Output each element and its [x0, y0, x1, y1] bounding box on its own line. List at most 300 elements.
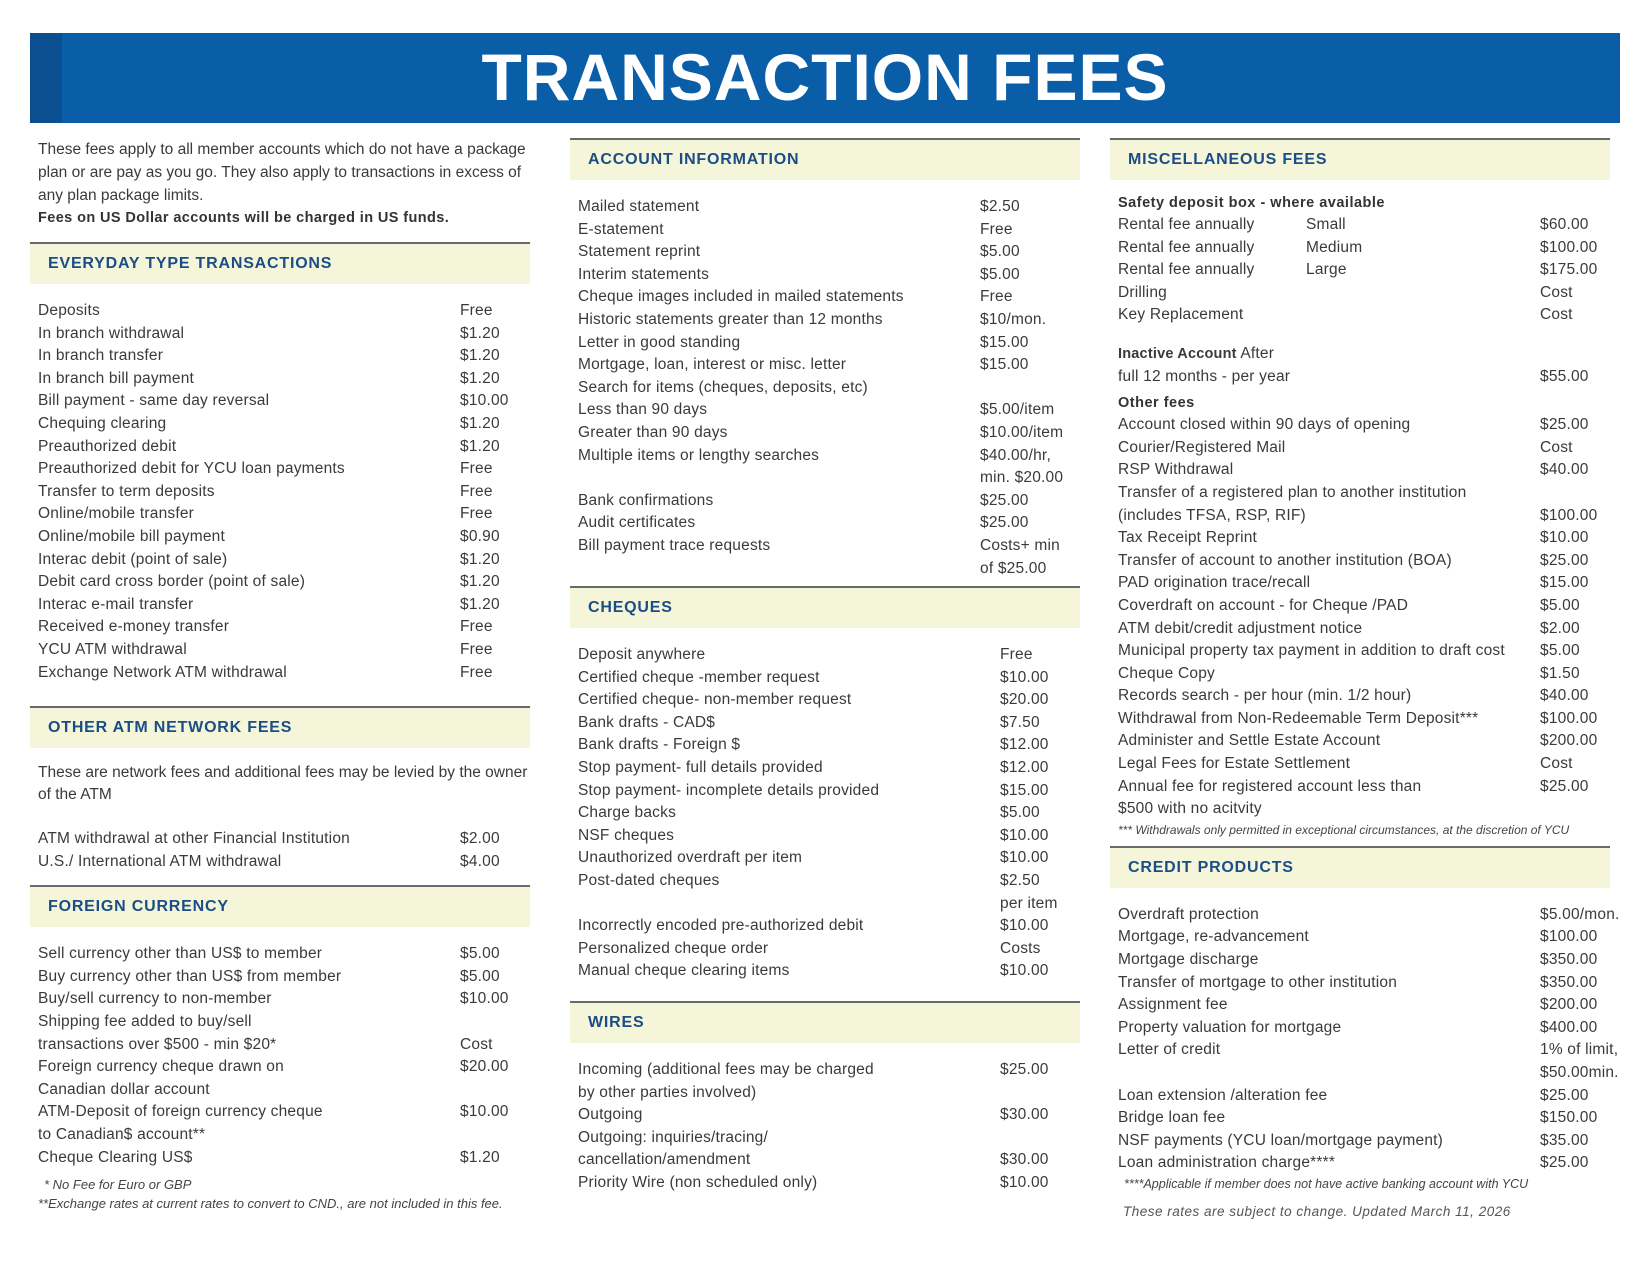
fee-value: $100.00	[1540, 709, 1598, 727]
fee-row	[1110, 482, 1620, 505]
fee-row	[570, 1104, 1090, 1127]
fee-label: Online/mobile transfer	[38, 505, 195, 523]
fee-row	[570, 1149, 1090, 1172]
intro-text: These fees apply to all member accounts which do not have a package plan or are pay as you go. They also apply to transactions in excess of any plan package limits.	[38, 141, 526, 204]
section-heading-foreign: FOREIGN CURRENCY	[30, 885, 530, 927]
wires-list	[570, 1043, 1090, 1195]
fee-row	[570, 1059, 1090, 1082]
fee-row	[1110, 1039, 1620, 1062]
fee-row	[570, 490, 1090, 513]
fee-row	[570, 422, 1090, 445]
fee-row	[1110, 595, 1620, 618]
fee-value: $12.00	[1000, 759, 1049, 777]
fee-row	[30, 662, 540, 685]
fee-row	[570, 847, 1090, 870]
fee-value: Free	[980, 220, 1013, 238]
fee-row	[30, 1101, 540, 1124]
fee-label: Sell currency other than US$ to member	[38, 945, 323, 963]
fee-value: $100.00	[1540, 928, 1598, 946]
fee-row	[1110, 730, 1620, 753]
fee-label: Account closed within 90 days of opening	[1118, 416, 1411, 434]
fee-label: YCU ATM withdrawal	[38, 640, 187, 658]
fee-label: Exchange Network ATM withdrawal	[38, 663, 287, 681]
fee-label: Shipping fee added to buy/sell	[38, 1013, 252, 1031]
fee-row	[1110, 708, 1620, 731]
fee-row	[570, 332, 1090, 355]
fee-value: $30.00	[1000, 1106, 1049, 1124]
fee-row	[570, 399, 1090, 422]
fee-row	[1110, 798, 1620, 821]
fee-label: Certified cheque- non-member request	[578, 691, 852, 709]
fee-row	[30, 345, 540, 368]
fee-label: Debit card cross border (point of sale)	[38, 573, 306, 591]
fee-row	[570, 915, 1090, 938]
other-fees-title: Other fees	[1118, 395, 1195, 412]
fee-label: Transfer of account to another institution (BOA)	[1118, 551, 1452, 569]
fee-row	[30, 390, 540, 413]
fee-value: $1.20	[460, 550, 500, 568]
fee-label: Administer and Settle Estate Account	[1118, 732, 1381, 750]
fee-label: ATM withdrawal at other Financial Institution	[38, 830, 350, 848]
fee-label: transactions over $500 - min $20*	[38, 1035, 277, 1053]
fee-row	[1110, 1130, 1620, 1153]
fee-value: Cost	[1540, 755, 1573, 773]
fee-label: Interim statements	[578, 265, 710, 283]
fee-value: Free	[460, 663, 493, 681]
fee-value: $10.00	[1000, 849, 1049, 867]
fee-value: $5.00	[460, 945, 500, 963]
fee-value: Free	[460, 460, 493, 478]
fee-label: Foreign currency cheque drawn on	[38, 1058, 284, 1076]
inactive-account-rest: After	[1236, 344, 1275, 362]
fee-value: $400.00	[1540, 1018, 1598, 1036]
fee-value: $5.00	[1540, 642, 1580, 660]
fee-value: $5.00/item	[980, 401, 1055, 419]
fee-label: Tax Receipt Reprint	[1118, 529, 1258, 547]
fee-value: $25.00	[1000, 1061, 1049, 1078]
fee-label: ATM debit/credit adjustment notice	[1118, 619, 1363, 637]
fee-label: Municipal property tax payment in addition to draft cost	[1118, 642, 1505, 660]
fee-value: Costs	[1000, 939, 1041, 957]
fee-value: $150.00	[1540, 1109, 1598, 1127]
fee-label: by other parties involved)	[578, 1083, 757, 1101]
fee-row	[570, 689, 1090, 712]
fee-value: $1.50	[1540, 664, 1580, 682]
intro-bold: Fees on US Dollar accounts will be charged in US funds.	[38, 210, 450, 226]
fee-label: Multiple items or lengthy searches	[578, 446, 820, 464]
misc-note: *** Withdrawals only permitted in exceptional circumstances, at the discretion of YCU	[1118, 822, 1570, 837]
fee-value: $100.00	[1540, 238, 1598, 256]
fee-label: Bank confirmations	[578, 491, 714, 509]
fee-value: $40.00/hr,	[980, 446, 1051, 464]
fee-value: $175.00	[1540, 261, 1598, 279]
atm-list	[30, 828, 540, 873]
fee-row	[1110, 904, 1620, 927]
fee-row	[570, 196, 1090, 219]
foreign-note-1: * No Fee for Euro or GBP	[44, 1177, 192, 1193]
fee-label: Interac e-mail transfer	[38, 595, 194, 613]
fee-value: $350.00	[1540, 951, 1598, 969]
fee-row	[570, 734, 1090, 757]
fee-value: $1.20	[460, 573, 500, 591]
inactive-account-line2: full 12 months - per year	[1118, 367, 1291, 385]
fee-row	[570, 1127, 1090, 1150]
fee-label: Mortgage, re-advancement	[1118, 928, 1309, 946]
fee-label: cancellation/amendment	[578, 1151, 751, 1169]
fee-label: Rental fee annually	[1118, 216, 1255, 233]
fee-row	[1110, 527, 1620, 550]
fee-label: Drilling	[1118, 283, 1167, 301]
fee-label: Cheque Clearing US$	[38, 1148, 193, 1166]
fee-row	[30, 413, 540, 436]
fee-value: $10.00	[1540, 529, 1589, 547]
fee-row	[570, 780, 1090, 803]
fee-row	[570, 667, 1090, 690]
fee-label: Mortgage, loan, interest or misc. letter	[578, 356, 847, 374]
fee-label: Stop payment- incomplete details provided	[578, 781, 880, 799]
fee-value: $15.00	[980, 356, 1029, 374]
fee-value: $20.00	[460, 1058, 509, 1076]
fee-value: $200.00	[1540, 996, 1598, 1014]
fee-value: Cost	[1540, 438, 1573, 456]
fee-label: Bridge loan fee	[1118, 1109, 1226, 1127]
fee-row	[1110, 618, 1620, 641]
foreign-note-2: **Exchange rates at current rates to convert to CND., are not included in this fee.	[38, 1196, 503, 1212]
fee-row	[1110, 437, 1620, 460]
fee-value: of $25.00	[980, 559, 1047, 577]
fee-label: Property valuation for mortgage	[1118, 1018, 1342, 1036]
fee-value: $10/mon.	[980, 310, 1047, 328]
fee-value: Cost	[1540, 283, 1573, 301]
fee-value: $25.00	[980, 514, 1029, 532]
fee-row	[1110, 282, 1620, 305]
fee-row	[570, 512, 1090, 535]
fee-value: $1.20	[460, 1148, 500, 1166]
fee-label: Letter of credit	[1118, 1041, 1221, 1059]
other-fees-list	[1110, 414, 1620, 821]
fee-row	[30, 988, 540, 1011]
fee-row	[30, 616, 540, 639]
fee-value: $5.00	[980, 243, 1020, 261]
credit-list	[1110, 888, 1620, 1175]
section-heading-misc: MISCELLANEOUS FEES	[1110, 138, 1610, 180]
fee-label: Letter in good standing	[578, 333, 741, 351]
fee-label: ATM-Deposit of foreign currency cheque	[38, 1103, 323, 1121]
fee-label: Cheque Copy	[1118, 664, 1215, 682]
fee-label: Mortgage discharge	[1118, 951, 1259, 969]
fee-label: Rental fee annually	[1118, 238, 1255, 256]
fee-value: $10.00	[1000, 826, 1049, 844]
fee-value: Cost	[460, 1035, 493, 1053]
fee-value: $2.00	[460, 830, 500, 848]
fee-label: Loan extension /alteration fee	[1118, 1086, 1328, 1104]
fee-row	[30, 458, 540, 481]
fee-label: Deposits	[38, 302, 100, 319]
fee-label: Incorrectly encoded pre-authorized debit	[578, 917, 864, 935]
fee-label: Coverdraft on account - for Cheque /PAD	[1118, 596, 1409, 614]
fee-row	[30, 503, 540, 526]
fee-row	[30, 639, 540, 662]
fee-label: Transfer of mortgage to other institution	[1118, 973, 1398, 991]
cheques-list	[570, 628, 1090, 983]
fee-row	[570, 825, 1090, 848]
fee-row	[30, 1011, 540, 1034]
fee-label: NSF payments (YCU loan/mortgage payment)	[1118, 1131, 1444, 1149]
fee-row	[570, 219, 1090, 242]
fee-row	[30, 1079, 540, 1102]
fee-value: $2.00	[1540, 619, 1580, 637]
footer-note: These rates are subject to change. Updated March 11, 2026	[1123, 1204, 1511, 1219]
fee-value: $2.50	[1000, 872, 1040, 890]
fee-label: to Canadian$ account**	[38, 1126, 206, 1144]
fee-value: per item	[1000, 894, 1058, 912]
foreign-list	[30, 927, 540, 1169]
fee-row	[1110, 1107, 1620, 1130]
fee-label: Preauthorized debit for YCU loan payments	[38, 460, 345, 478]
fee-row	[570, 535, 1090, 558]
fee-label: Legal Fees for Estate Settlement	[1118, 755, 1351, 773]
fee-row	[30, 368, 540, 391]
fee-label: Buy/sell currency to non-member	[38, 990, 272, 1008]
fee-row	[570, 445, 1090, 468]
fee-value: $15.00	[1540, 574, 1589, 592]
section-heading-atm: OTHER ATM NETWORK FEES	[30, 706, 530, 748]
fee-label: Transfer of a registered plan to another institution	[1118, 483, 1467, 501]
fee-row	[1110, 776, 1620, 799]
fee-row	[30, 966, 540, 989]
fee-row	[1110, 685, 1620, 708]
fee-label: Priority Wire (non scheduled only)	[578, 1173, 818, 1191]
safety-deposit-title: Safety deposit box - where available	[1118, 195, 1385, 211]
fee-label: Canadian dollar account	[38, 1080, 210, 1098]
fee-row	[30, 1124, 540, 1147]
fee-value: $10.00/item	[980, 423, 1064, 441]
fee-value: $5.00	[460, 967, 500, 985]
fee-label: U.S./ International ATM withdrawal	[38, 852, 282, 870]
fee-value: $7.50	[1000, 713, 1040, 731]
fee-value: Costs+ min	[980, 536, 1060, 554]
fee-label: Cheque images included in mailed statements	[578, 288, 904, 306]
fee-value: $1.20	[460, 347, 500, 365]
fee-value: $40.00	[1540, 687, 1589, 705]
fee-row	[570, 1172, 1090, 1195]
fee-value: $25.00	[1540, 416, 1589, 434]
fee-row	[1110, 459, 1620, 482]
fee-label: Assignment fee	[1118, 996, 1228, 1014]
fee-value: Free	[1000, 646, 1033, 664]
fee-row	[1110, 550, 1620, 573]
intro	[30, 138, 540, 230]
fee-label: Certified cheque -member request	[578, 668, 820, 686]
fee-label: Buy currency other than US$ from member	[38, 967, 342, 985]
fee-row	[1110, 994, 1620, 1017]
fee-row	[30, 571, 540, 594]
fee-label: Courier/Registered Mail	[1118, 438, 1286, 456]
fee-value: $4.00	[460, 852, 500, 870]
fee-row	[1110, 926, 1620, 949]
fee-row	[570, 467, 1090, 490]
fee-label: (includes TFSA, RSP, RIF)	[1118, 506, 1306, 524]
fee-label: In branch transfer	[38, 347, 164, 365]
fee-row	[570, 802, 1090, 825]
fee-label: Loan administration charge****	[1118, 1154, 1336, 1172]
fee-row	[30, 943, 540, 966]
fee-label: In branch bill payment	[38, 369, 195, 387]
fee-label: Bank drafts - Foreign $	[578, 736, 741, 754]
fee-value: $1.20	[460, 595, 500, 613]
fee-row	[30, 436, 540, 459]
fee-value: Free	[460, 505, 493, 523]
fee-value: $100.00	[1540, 506, 1598, 524]
fee-row	[30, 481, 540, 504]
fee-value: $200.00	[1540, 732, 1598, 750]
fee-value: $10.00	[460, 990, 509, 1008]
fee-label: Annual fee for registered account less than	[1118, 777, 1422, 795]
fee-row	[1110, 237, 1620, 260]
fee-label: E-statement	[578, 220, 664, 238]
fee-label: Rental fee annually	[1118, 261, 1255, 279]
fee-label: Greater than 90 days	[578, 423, 728, 441]
fee-value: $0.90	[460, 527, 500, 545]
column-right	[1110, 138, 1620, 1194]
fee-value: $10.00	[460, 1103, 509, 1121]
column-left	[30, 138, 540, 1213]
fee-label: Audit certificates	[578, 514, 696, 532]
fee-row	[1110, 663, 1620, 686]
fee-row	[30, 828, 540, 851]
fee-row	[570, 264, 1090, 287]
fee-label: RSP Withdrawal	[1118, 461, 1234, 479]
fee-row	[570, 241, 1090, 264]
fee-label: Bill payment trace requests	[578, 536, 771, 554]
fee-label: Transfer to term deposits	[38, 482, 215, 500]
fee-label: Personalized cheque order	[578, 939, 769, 957]
fee-value: $15.00	[1000, 781, 1049, 799]
fee-label: Post-dated cheques	[578, 872, 720, 890]
fee-label: Deposit anywhere	[578, 646, 706, 664]
fee-row	[570, 960, 1090, 983]
fee-row	[1110, 572, 1620, 595]
fee-value: min. $20.00	[980, 469, 1064, 487]
fee-label: Preauthorized debit	[38, 437, 177, 455]
fee-row	[1110, 640, 1620, 663]
fee-label: Outgoing: inquiries/tracing/	[578, 1128, 768, 1146]
section-heading-cheques: CHEQUES	[570, 586, 1080, 628]
fee-row	[1110, 214, 1620, 237]
fee-label: Chequing clearing	[38, 414, 167, 432]
fee-row	[1110, 259, 1620, 282]
fee-label: Stop payment- full details provided	[578, 759, 823, 777]
fee-value: $25.00	[1540, 551, 1589, 569]
fee-row	[1110, 949, 1620, 972]
fee-value: $10.00	[1000, 917, 1049, 935]
fee-row	[570, 712, 1090, 735]
title-banner	[30, 33, 1620, 123]
fee-value: $5.00/mon.	[1540, 905, 1620, 923]
fee-label: Manual cheque clearing items	[578, 962, 790, 980]
fee-row	[570, 893, 1090, 916]
safety-deposit-list	[1110, 214, 1620, 327]
page-title: TRANSACTION FEES	[481, 40, 1169, 114]
box-size: Small	[1306, 216, 1346, 233]
fee-row	[30, 1034, 540, 1057]
fee-value: $25.00	[1540, 1086, 1589, 1104]
fee-row	[570, 644, 1090, 667]
fee-label: NSF cheques	[578, 826, 675, 844]
fee-value: $1.20	[460, 369, 500, 387]
section-heading-everyday: EVERYDAY TYPE TRANSACTIONS	[30, 242, 530, 284]
section-heading-account: ACCOUNT INFORMATION	[570, 138, 1080, 180]
inactive-account-row	[1110, 343, 1620, 366]
inactive-account-value: $55.00	[1540, 367, 1589, 385]
fee-value: Free	[460, 640, 493, 658]
fee-row	[570, 286, 1090, 309]
fee-value: $5.00	[980, 265, 1020, 283]
fee-label: Online/mobile bill payment	[38, 527, 225, 545]
fee-label: Received e-money transfer	[38, 618, 230, 636]
fee-label: Withdrawal from Non-Redeemable Term Deposit***	[1118, 709, 1479, 727]
fee-value: $10.00	[1000, 668, 1049, 686]
credit-note: ****Applicable if member does not have active banking account with YCU	[1124, 1176, 1529, 1191]
fee-value: $5.00	[1540, 596, 1580, 614]
inactive-account-bold: Inactive Account	[1118, 345, 1237, 362]
fee-value: Cost	[1540, 306, 1573, 324]
fee-row	[1110, 414, 1620, 437]
fee-row	[1110, 753, 1620, 776]
atm-text: These are network fees and additional fees may be levied by the owner of the ATM	[38, 764, 528, 804]
fee-row	[1110, 1152, 1620, 1175]
fee-label: $500 with no acitvity	[1118, 800, 1262, 818]
fee-value: $30.00	[1000, 1151, 1049, 1169]
fee-label: Bill payment - same day reversal	[38, 392, 270, 410]
fee-value: $20.00	[1000, 691, 1049, 709]
fee-value: Free	[980, 288, 1013, 306]
fee-label: Interac debit (point of sale)	[38, 550, 228, 568]
fee-row	[30, 526, 540, 549]
fee-row	[30, 594, 540, 617]
fee-row	[30, 1147, 540, 1170]
fee-value: $12.00	[1000, 736, 1049, 754]
fee-row	[30, 323, 540, 346]
fee-value: $2.50	[980, 198, 1020, 215]
fee-label: Search for items (cheques, deposits, etc)	[578, 378, 868, 396]
box-size: Large	[1306, 261, 1347, 279]
fee-label: PAD origination trace/recall	[1118, 574, 1311, 592]
fee-value: $1.20	[460, 414, 500, 432]
fee-value: $25.00	[980, 491, 1029, 509]
box-size: Medium	[1306, 238, 1363, 256]
fee-row	[570, 558, 1090, 581]
fee-row	[30, 1056, 540, 1079]
fee-row	[570, 309, 1090, 332]
fee-label: Overdraft protection	[1118, 905, 1259, 923]
fee-row	[570, 870, 1090, 893]
column-middle	[570, 138, 1090, 1195]
fee-row	[30, 300, 540, 323]
fee-value: $40.00	[1540, 461, 1589, 479]
fee-label: Records search - per hour (min. 1/2 hour)	[1118, 687, 1412, 705]
fee-row	[570, 354, 1090, 377]
fee-value: Free	[460, 302, 493, 319]
everyday-list	[30, 284, 540, 684]
fee-row	[1110, 1017, 1620, 1040]
fee-label: Charge backs	[578, 804, 677, 822]
inactive-account-row-2	[1110, 366, 1620, 389]
fee-value: $50.00min.	[1540, 1064, 1619, 1081]
fee-label: Incoming (additional fees may be charged	[578, 1061, 874, 1078]
fee-label: Less than 90 days	[578, 401, 708, 419]
account-list	[570, 180, 1090, 580]
